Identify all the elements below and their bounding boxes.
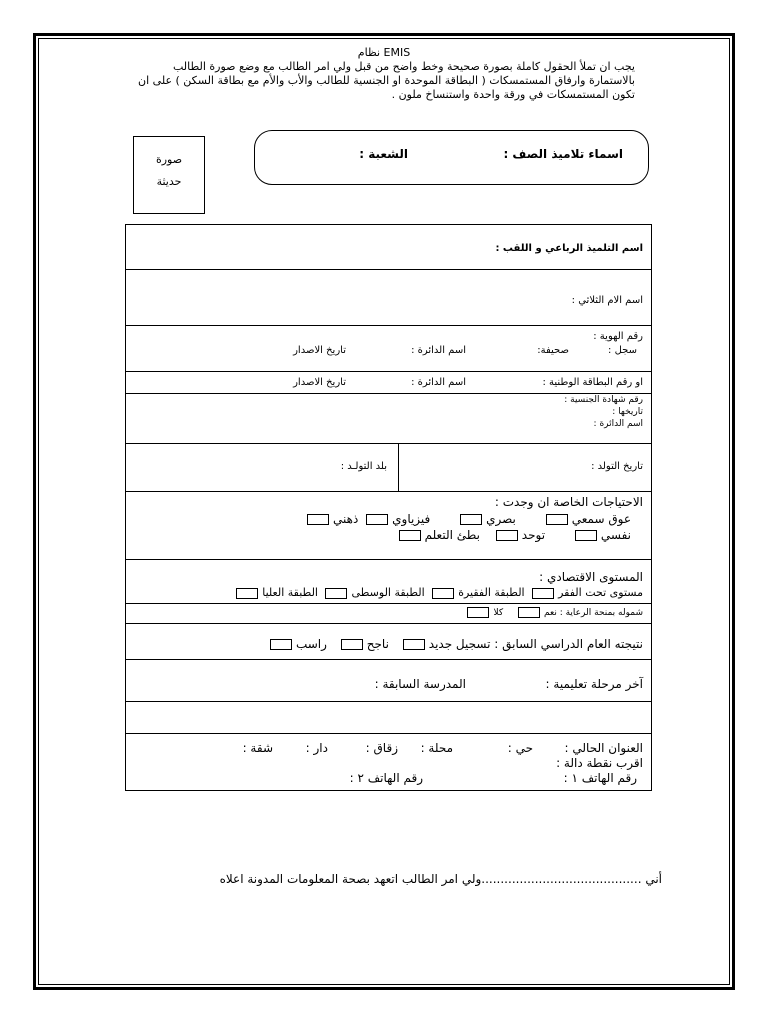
welfare-yes-checkbox[interactable] (518, 607, 540, 618)
column-divider (398, 443, 399, 491)
row-divider (126, 603, 651, 604)
need-slow-learning-checkbox[interactable] (399, 530, 421, 541)
prev-result-row (266, 637, 643, 651)
directorate-label: اسم الدائرة : (411, 345, 466, 356)
phone2-label: رقم الهاتف ٢ : (349, 771, 423, 785)
landmark-label: اقرب نقطة دالة : (556, 756, 643, 770)
address-label: العنوان الحالي : (564, 741, 643, 755)
birth-date-label: تاريخ التولد : (591, 461, 643, 472)
prev-passed-label: ناجح (366, 637, 389, 651)
economic-poor-checkbox[interactable] (432, 588, 454, 599)
photo-label-2: حديثة (156, 175, 182, 188)
row-divider (126, 393, 651, 394)
row-divider (126, 659, 651, 660)
id-number-label: رقم الهوية : (593, 331, 643, 342)
directorate2-label: اسم الدائرة : (411, 377, 466, 388)
full-name-label: اسم التلميذ الرباعي و اللقب : (495, 243, 643, 254)
prev-result-label: نتيجته العام الدراسي السابق : (494, 637, 643, 651)
prev-failed-checkbox[interactable] (270, 639, 292, 650)
economic-middle-label: الطبقة الوسطى (351, 586, 425, 599)
mahalla-label: محلة : (420, 741, 453, 755)
class-info-box (254, 130, 649, 185)
row-divider (126, 733, 651, 734)
need-hearing-checkbox[interactable] (546, 514, 568, 525)
welfare-no-checkbox[interactable] (467, 607, 489, 618)
economic-below-poverty-checkbox[interactable] (532, 588, 554, 599)
needs-row-1 (303, 512, 631, 526)
pledge-statement: ولي امر الطالب اتعهد بصحة المعلومات المدونة اعلاه (219, 872, 482, 886)
record-label: سجل : (608, 345, 637, 356)
need-visual-checkbox[interactable] (460, 514, 482, 525)
need-mental-checkbox[interactable] (307, 514, 329, 525)
economic-level-label: المستوى الاقتصادي : (539, 570, 643, 584)
pledge-name-line: أني .......................................... (481, 872, 662, 886)
phone1-label: رقم الهاتف ١ : (563, 771, 637, 785)
students-class-label: اسماء تلاميذ الصف : (503, 147, 623, 161)
economic-options (232, 586, 643, 599)
page-label: صحيفة: (537, 345, 569, 356)
issue-date-label: تاريخ الاصدار (293, 345, 346, 356)
birth-place-label: بلد التولـد : (340, 461, 387, 472)
house-label: دار : (305, 741, 328, 755)
apartment-label: شقة : (242, 741, 273, 755)
needs-row-2 (395, 528, 631, 542)
need-hearing-label: عوق سمعي (571, 512, 631, 526)
need-autism-checkbox[interactable] (496, 530, 518, 541)
alley-label: زقاق : (365, 741, 398, 755)
guardian-pledge (110, 872, 662, 886)
need-physical-label: فيزياوي (392, 512, 431, 526)
cert-date-label: تاريخها : (612, 407, 643, 417)
economic-upper-label: الطبقة العليا (262, 586, 318, 599)
need-visual-label: بصري (486, 512, 516, 526)
welfare-yes-label: شموله بمنحة الرعاية : نعم (544, 608, 643, 618)
need-autism-label: توحد (521, 528, 546, 542)
need-psych-label: نفسي (600, 528, 631, 542)
need-psych-checkbox[interactable] (575, 530, 597, 541)
national-card-label: او رقم البطاقة الوطنية : (542, 377, 643, 388)
instruction-line-2: بالاستمارة وارفاق المستمسكات ( البطاقة الموحدة او الجنسية للطالب والأب والأم مع بطاقة السكن ) على ان (138, 74, 635, 87)
row-divider (126, 701, 651, 702)
prev-failed-label: راسب (295, 637, 327, 651)
welfare-no-label: كلا (493, 608, 504, 618)
photo-box (133, 136, 205, 214)
economic-below-poverty-label: مستوى تحت الفقر (558, 586, 643, 599)
row-divider (126, 371, 651, 372)
prev-new-label: تسجيل جديد (428, 637, 491, 651)
need-physical-checkbox[interactable] (366, 514, 388, 525)
need-slow-learning-label: بطئ التعلم (424, 528, 480, 542)
row-divider (126, 269, 651, 270)
photo-label-1: صورة (155, 153, 183, 166)
welfare-row (463, 607, 643, 618)
section-label: الشعبة : (359, 147, 408, 161)
prev-passed-checkbox[interactable] (341, 639, 363, 650)
economic-middle-checkbox[interactable] (325, 588, 347, 599)
need-mental-label: ذهني (333, 512, 359, 526)
row-divider (126, 623, 651, 624)
nationality-cert-label: رقم شهادة الجنسية : (564, 395, 643, 405)
prev-school-label: المدرسة السابقة : (374, 677, 466, 691)
mother-name-label: اسم الام الثلاثي : (571, 295, 643, 306)
row-divider (126, 559, 651, 560)
row-divider (126, 491, 651, 492)
district-label: حي : (507, 741, 533, 755)
economic-poor-label: الطبقة الفقيرة (458, 586, 525, 599)
instructions (135, 60, 635, 102)
instruction-line-3: تكون المستمسكات في ورقة واحدة واستنساخ ملون . (391, 88, 635, 101)
special-needs-label: الاحتياجات الخاصة ان وجدت : (494, 495, 643, 509)
prev-new-checkbox[interactable] (403, 639, 425, 650)
student-form (125, 224, 652, 791)
row-divider (126, 325, 651, 326)
last-stage-label: آخر مرحلة تعليمية : (545, 677, 643, 691)
row-divider (126, 443, 651, 444)
issue-date2-label: تاريخ الاصدار (293, 377, 346, 388)
document-title: نظام EMIS (357, 46, 411, 59)
economic-upper-checkbox[interactable] (236, 588, 258, 599)
cert-directorate-label: اسم الدائرة : (593, 419, 643, 429)
instruction-line-1: يجب ان تملأ الحقول كاملة بصورة صحيحة وخط واضح من قبل ولي امر الطالب مع وضع صورة الطالب (172, 60, 635, 73)
